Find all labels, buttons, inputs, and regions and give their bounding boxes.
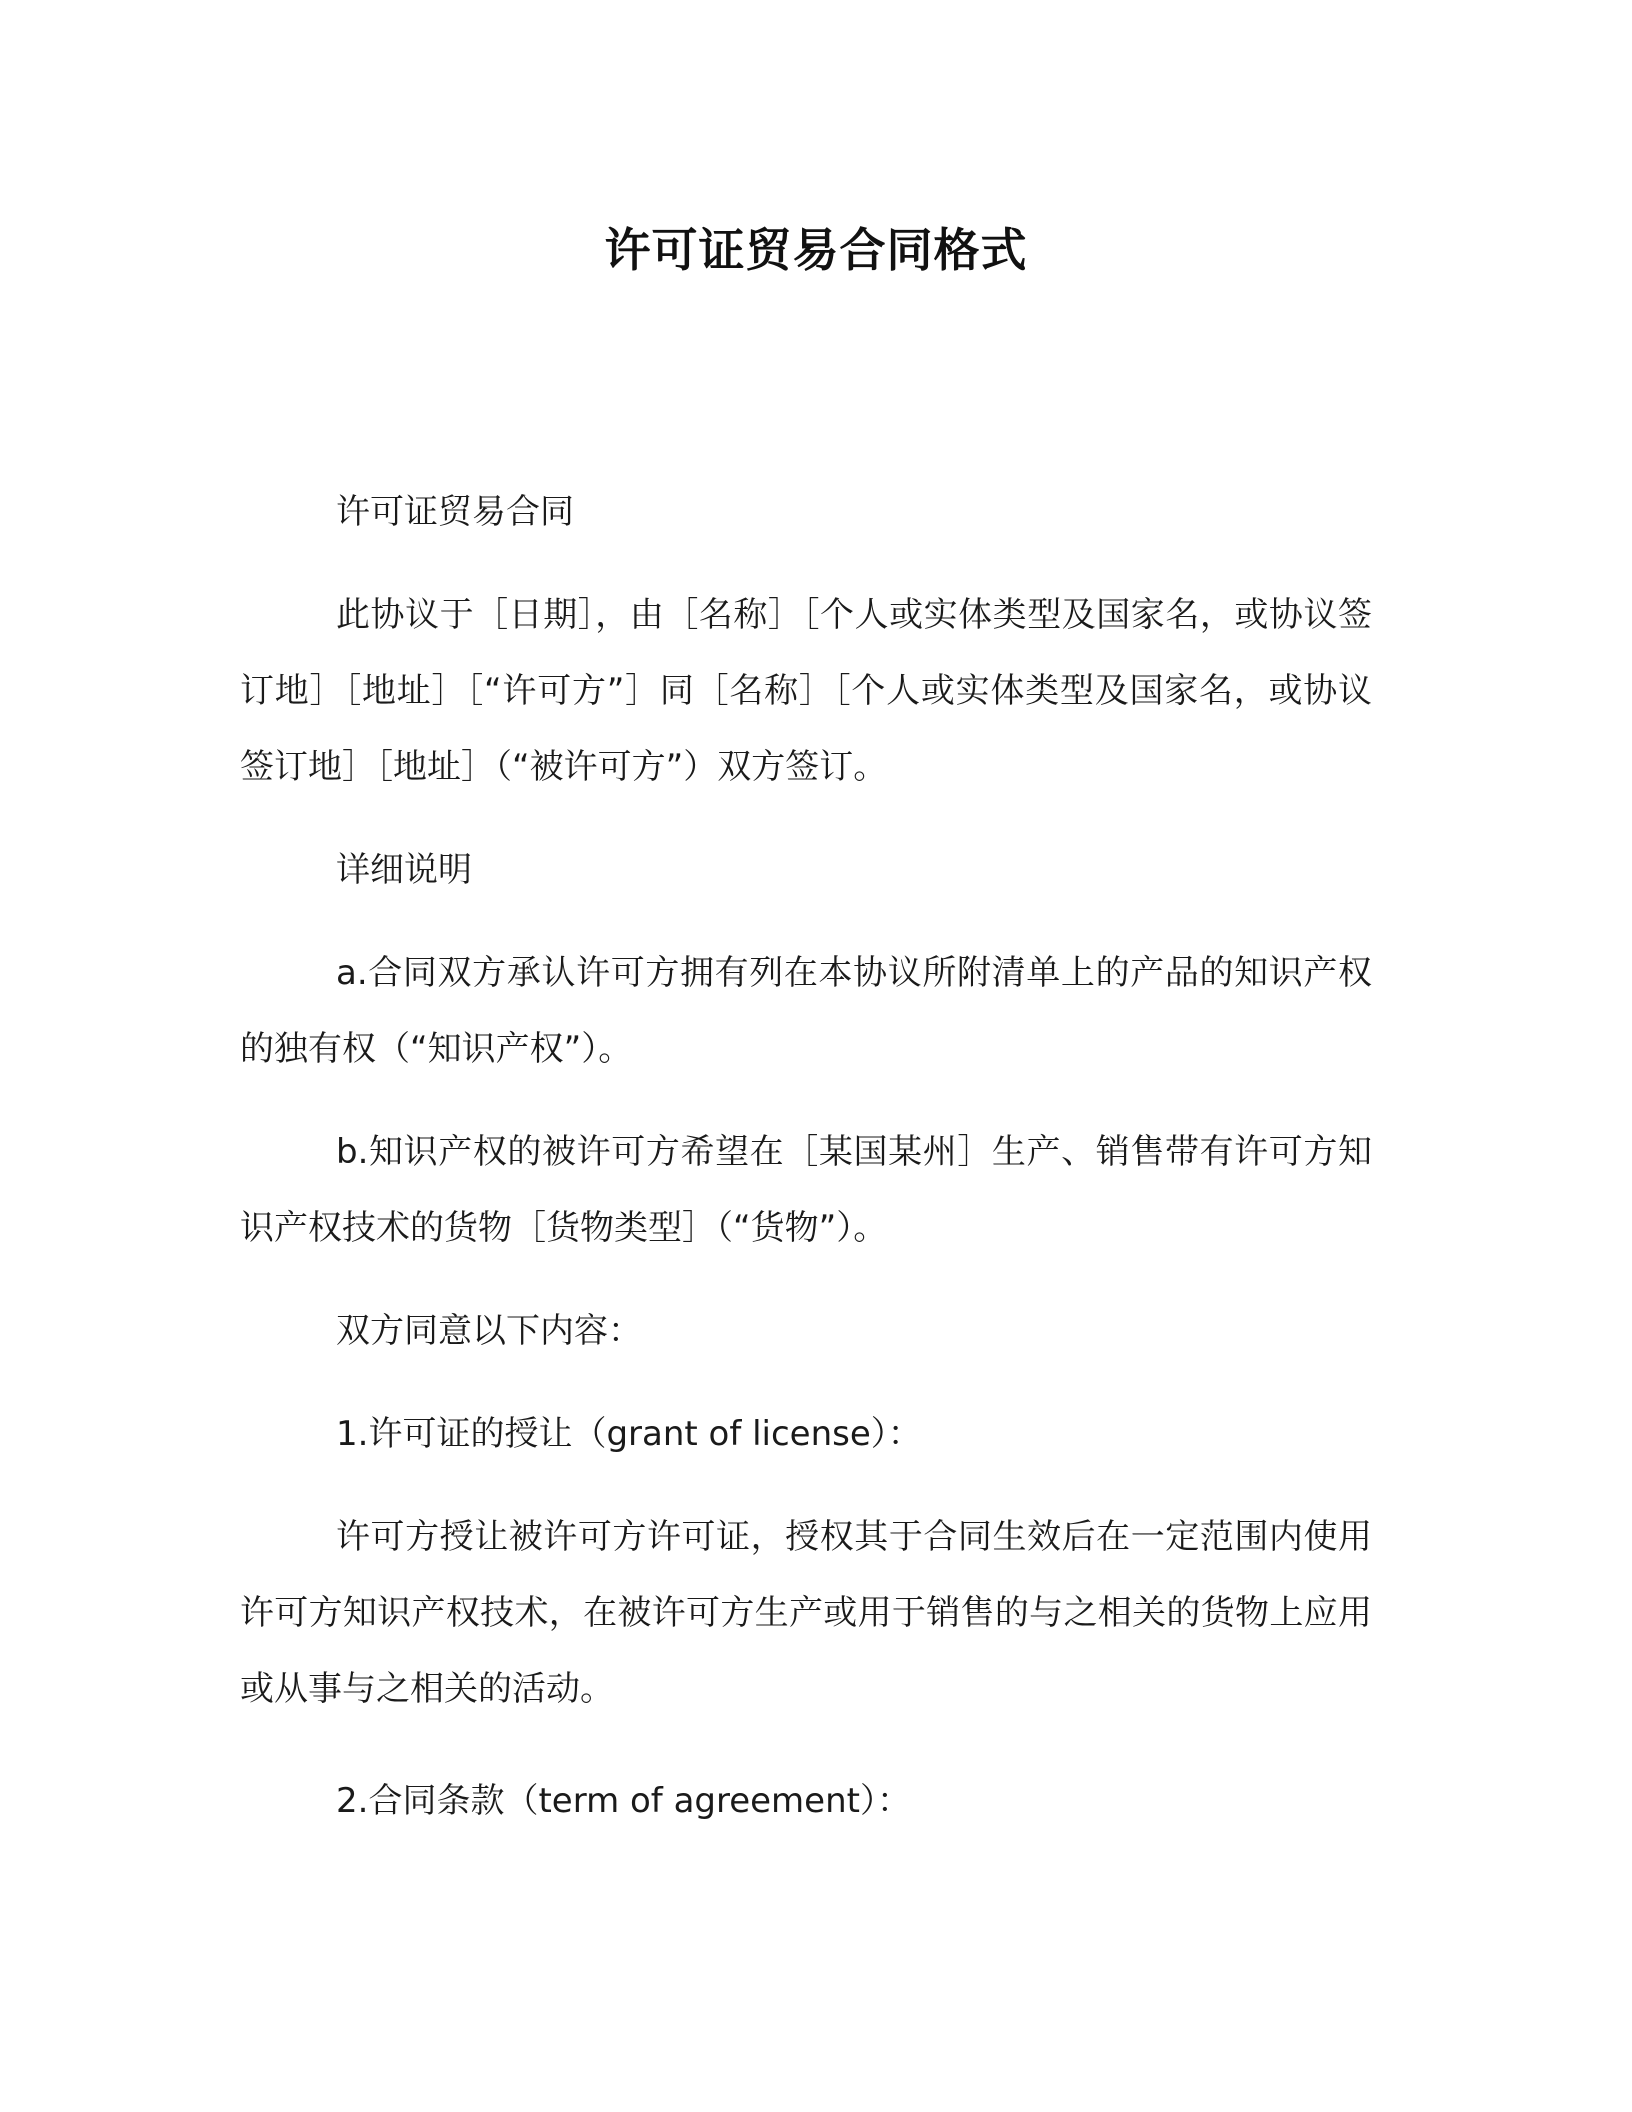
paragraph-section-2-heading: 2.合同条款（term of agreement）： <box>336 1781 911 1821</box>
document-body <box>240 474 1372 1839</box>
document-title: 许可证贸易合同格式 <box>604 223 1028 277</box>
paragraph-agreement-intro: 双方同意以下内容： <box>336 1311 642 1351</box>
paragraph-clause-a: a.合同双方承认许可方拥有列在本协议所附清单上的产品的知识产权的独有权（“知识产权”）。 <box>240 953 1372 1069</box>
paragraph-details-heading: 详细说明 <box>336 850 472 890</box>
paragraph-clause-b: b.知识产权的被许可方希望在［某国某州］生产、销售带有许可方知识产权技术的货物［货物类型］（“货物”）。 <box>240 1132 1372 1248</box>
paragraph-parties: 此协议于［日期］，由［名称］［个人或实体类型及国家名，或协议签订地］［地址］［“许可方”］同［名称］［个人或实体类型及国家名，或协议签订地］［地址］（“被许可方”）双方签订。 <box>240 595 1372 787</box>
paragraph-section-1-heading: 1.许可证的授让（grant of license）： <box>336 1414 922 1454</box>
paragraph-contract-heading: 许可证贸易合同 <box>336 492 574 532</box>
paragraph-section-1-body: 许可方授让被许可方许可证，授权其于合同生效后在一定范围内使用许可方知识产权技术，在被许可方生产或用于销售的与之相关的货物上应用或从事与之相关的活动。 <box>240 1517 1372 1709</box>
